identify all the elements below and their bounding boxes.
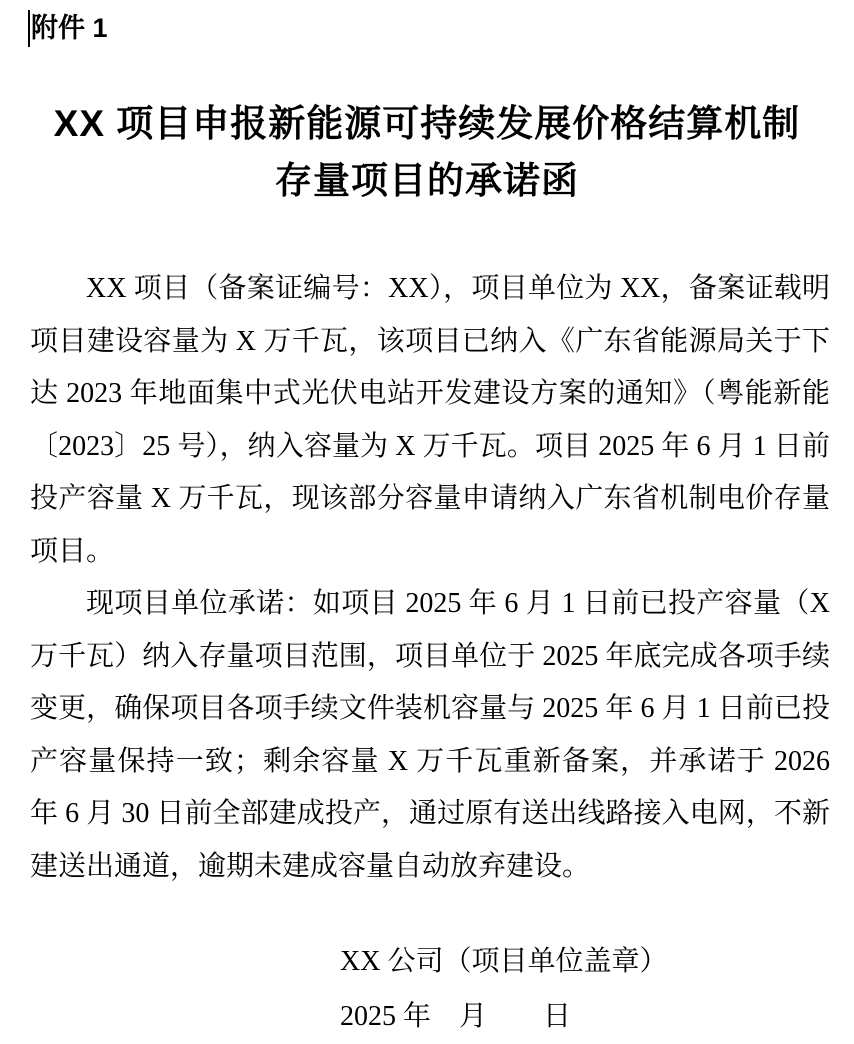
paragraph-project-info: XX 项目（备案证编号：XX），项目单位为 XX，备案证载明项目建设容量为 X 万千瓦，该项目已纳入《广东省能源局关于下达 2023 年地面集中式光伏电站开发建设方案的通知》（粤能新能〔2023〕25 号），纳入容量为 X 万千瓦。项目 2025 年 6 月 1 日前投产容量 X 万千瓦，现该部分容量申请纳入广东省机制电价存量项目。 bbox=[30, 273, 830, 567]
signature-block bbox=[340, 934, 854, 1044]
paragraph-commitment: 现项目单位承诺：如项目 2025 年 6 月 1 日前已投产容量（X 万千瓦）纳入存量项目范围，项目单位于 2025 年底完成各项手续变更，确保项目各项手续文件装机容量与 2025 年 6 月 1 日前已投产容量保持一致；剩余容量 X 万千瓦重新备案，并承诺于 2026 年 6 月 30 日前全部建成投产，通过原有送出线路接入电网，不新建送出通道，逾期未建成容量自动放弃建设。 bbox=[30, 588, 830, 882]
document-title bbox=[0, 95, 854, 209]
document-body bbox=[30, 263, 830, 893]
attachment-header bbox=[0, 0, 854, 48]
attachment-label: 附件 1 bbox=[31, 13, 108, 43]
title-line-2: 存量项目的承诺函 bbox=[275, 160, 579, 201]
text-cursor bbox=[28, 10, 30, 47]
title-line-1: XX 项目申报新能源可持续发展价格结算机制 bbox=[53, 103, 801, 144]
signature-line: XX 公司（项目单位盖章） bbox=[340, 946, 668, 977]
date-line: 2025 年 月 日 bbox=[340, 1001, 572, 1032]
